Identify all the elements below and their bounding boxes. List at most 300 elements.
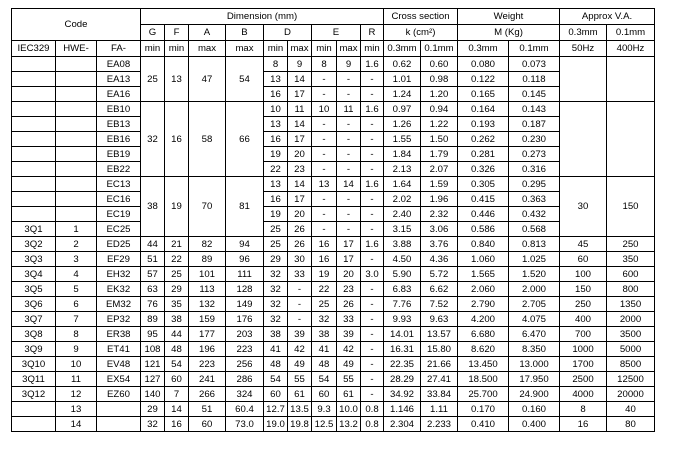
cell-emax: - [337, 87, 361, 102]
cell-b: 176 [226, 312, 264, 327]
cell-m01: 0.073 [509, 57, 560, 72]
cell-emin: 12.5 [312, 417, 337, 432]
col-e-min: min [312, 41, 337, 57]
col-va-50hz: 50Hz [560, 41, 607, 57]
cell-m01: 0.316 [509, 162, 560, 177]
cell-va-50hz [560, 57, 607, 102]
va-sub-03: 0.3mm [560, 25, 607, 41]
cell-iec: 3Q5 [12, 282, 56, 297]
cell-iec329: 3Q1 [12, 222, 56, 237]
cell-f: 44 [165, 327, 189, 342]
cell-k03: 22.35 [384, 357, 421, 372]
cell-emin: 22 [312, 282, 337, 297]
cell-dmin: 19 [264, 147, 288, 162]
cell-va03: 250 [560, 297, 607, 312]
cell-emin: 10 [312, 102, 337, 117]
table-row [12, 102, 655, 117]
cell-g: 38 [141, 177, 165, 237]
cell-m03: 0.262 [458, 132, 509, 147]
table-row [12, 192, 655, 207]
cell-iec: 3Q8 [12, 327, 56, 342]
cell-m03: 25.700 [458, 387, 509, 402]
cell-emin: - [312, 132, 337, 147]
table-row [12, 117, 655, 132]
cell-m01: 0.568 [509, 222, 560, 237]
cell-a: 51 [189, 402, 226, 417]
cell-m01: 6.470 [509, 327, 560, 342]
cell-emax: - [337, 117, 361, 132]
cell-m01: 0.363 [509, 192, 560, 207]
cell-dmin: 13 [264, 72, 288, 87]
cell-dmax: 33 [288, 267, 312, 282]
table-row [12, 282, 655, 297]
cell-fa: EF29 [97, 252, 141, 267]
cell-g: 127 [141, 372, 165, 387]
dim-letter-e: E [312, 25, 361, 41]
cell-k01: 9.63 [421, 312, 458, 327]
cell-dmin: 19.0 [264, 417, 288, 432]
cell-emax: 61 [337, 387, 361, 402]
cell-m03: 0.326 [458, 162, 509, 177]
cell-va01: 5000 [607, 342, 655, 357]
cell-va01: 40 [607, 402, 655, 417]
cell-va-400hz [607, 57, 655, 102]
cell-f: 29 [165, 282, 189, 297]
cell-k03: 3.15 [384, 222, 421, 237]
col-m-03: 0.3mm [458, 41, 509, 57]
cell-m03: 6.680 [458, 327, 509, 342]
cell-a: 60 [189, 417, 226, 432]
cell-fa: EV48 [97, 357, 141, 372]
cell-hwe [56, 162, 97, 177]
cell-dmin: 22 [264, 162, 288, 177]
cell-r: - [361, 357, 384, 372]
cell-emax: 9 [337, 57, 361, 72]
cell-fa [97, 402, 141, 417]
cell-m03: 0.305 [458, 177, 509, 192]
cell-r: - [361, 297, 384, 312]
cell-va01: 350 [607, 252, 655, 267]
cross-section-header: Cross section [384, 9, 458, 25]
cell-va01: 1350 [607, 297, 655, 312]
table-row [12, 72, 655, 87]
cell-hwe: 14 [56, 417, 97, 432]
cell-m03: 18.500 [458, 372, 509, 387]
cell-emax: 55 [337, 372, 361, 387]
cell-m01: 0.145 [509, 87, 560, 102]
cell-va03: 100 [560, 267, 607, 282]
table-body [12, 57, 655, 432]
cell-fa: EC16 [97, 192, 141, 207]
cell-dmin: 16 [264, 132, 288, 147]
cell-dmin: 8 [264, 57, 288, 72]
cell-k03: 28.29 [384, 372, 421, 387]
cell-fa: EA16 [97, 87, 141, 102]
cell-dmin: 16 [264, 192, 288, 207]
cell-g: 95 [141, 327, 165, 342]
cell-hwe: 8 [56, 327, 97, 342]
cell-va03: 8 [560, 402, 607, 417]
weight-header: Weight [458, 9, 560, 25]
cell-hwe [56, 102, 97, 117]
cell-va-400hz [607, 102, 655, 177]
cell-m01: 0.160 [509, 402, 560, 417]
cell-dmin: 32 [264, 267, 288, 282]
cell-va01: 8500 [607, 357, 655, 372]
cell-emax: 11 [337, 102, 361, 117]
cell-iec329 [12, 57, 56, 72]
cell-k03: 1.55 [384, 132, 421, 147]
cell-hwe: 7 [56, 312, 97, 327]
cell-a: 223 [189, 357, 226, 372]
cell-r: - [361, 132, 384, 147]
cell-iec329 [12, 72, 56, 87]
cell-r: - [361, 117, 384, 132]
cell-r: - [361, 282, 384, 297]
cell-dmin: 25 [264, 237, 288, 252]
cell-m03: 0.170 [458, 402, 509, 417]
cell-m01: 0.143 [509, 102, 560, 117]
cell-r: - [361, 72, 384, 87]
cell-m01: 0.187 [509, 117, 560, 132]
dim-letter-a: A [189, 25, 226, 41]
cell-va03: 1000 [560, 342, 607, 357]
cell-dmin: 32 [264, 297, 288, 312]
cell-dmax: 39 [288, 327, 312, 342]
cell-emin: 54 [312, 372, 337, 387]
col-g-min: min [141, 41, 165, 57]
va-header: Approx V.A. [560, 9, 655, 25]
cell-dmax: 17 [288, 132, 312, 147]
cell-f: 54 [165, 357, 189, 372]
cell-k01: 0.60 [421, 57, 458, 72]
header-row-3 [12, 41, 655, 57]
cell-b: 81 [226, 177, 264, 237]
cell-emax: 10.0 [337, 402, 361, 417]
cell-dmax: 23 [288, 162, 312, 177]
cell-k01: 1.79 [421, 147, 458, 162]
cell-g: 51 [141, 252, 165, 267]
table-row [12, 57, 655, 72]
cell-emax: - [337, 72, 361, 87]
cell-va01: 600 [607, 267, 655, 282]
cell-g: 108 [141, 342, 165, 357]
cell-hwe: 2 [56, 237, 97, 252]
cell-emin: 8 [312, 57, 337, 72]
cell-f: 22 [165, 252, 189, 267]
cell-k01: 33.84 [421, 387, 458, 402]
cell-iec: 3Q3 [12, 252, 56, 267]
dimension-header: Dimension (mm) [141, 9, 384, 25]
cell-dmax: 20 [288, 147, 312, 162]
cell-iec329 [12, 87, 56, 102]
cell-hwe [56, 147, 97, 162]
cell-va01: 80 [607, 417, 655, 432]
cell-g: 89 [141, 312, 165, 327]
cell-fa: EB16 [97, 132, 141, 147]
cell-dmax: 30 [288, 252, 312, 267]
cell-dmax: 26 [288, 237, 312, 252]
cell-iec: 3Q7 [12, 312, 56, 327]
cell-hwe [56, 177, 97, 192]
cell-f: 13 [165, 57, 189, 102]
cell-m01: 0.295 [509, 177, 560, 192]
cell-a: 177 [189, 327, 226, 342]
table-row [12, 87, 655, 102]
table-row [12, 222, 655, 237]
cell-emin: 60 [312, 387, 337, 402]
cell-iec [12, 417, 56, 432]
cell-m01: 2.000 [509, 282, 560, 297]
cell-va03: 45 [560, 237, 607, 252]
cell-emin: 16 [312, 237, 337, 252]
cell-m03: 13.450 [458, 357, 509, 372]
cell-a: 47 [189, 57, 226, 102]
cell-g: 32 [141, 102, 165, 177]
cell-b: 256 [226, 357, 264, 372]
cell-m03: 1.060 [458, 252, 509, 267]
cell-dmin: 19 [264, 207, 288, 222]
cell-dmin: 32 [264, 312, 288, 327]
cell-r: 3.0 [361, 267, 384, 282]
cell-a: 58 [189, 102, 226, 177]
cell-m03: 4.200 [458, 312, 509, 327]
cell-iec329 [12, 147, 56, 162]
cell-b: 94 [226, 237, 264, 252]
cell-iec: 3Q6 [12, 297, 56, 312]
cell-k01: 2.32 [421, 207, 458, 222]
cell-r: - [361, 192, 384, 207]
cell-hwe: 11 [56, 372, 97, 387]
cell-g: 25 [141, 57, 165, 102]
cell-hwe: 1 [56, 222, 97, 237]
cell-fa: EH32 [97, 267, 141, 282]
cell-g: 76 [141, 297, 165, 312]
table-row [12, 177, 655, 192]
cell-m03: 0.122 [458, 72, 509, 87]
cell-hwe [56, 57, 97, 72]
cell-dmin: 54 [264, 372, 288, 387]
cell-emax: 14 [337, 177, 361, 192]
cell-dmax: 13.5 [288, 402, 312, 417]
cell-f: 16 [165, 417, 189, 432]
table-row [12, 327, 655, 342]
cell-va01: 2000 [607, 312, 655, 327]
cell-dmin: 13 [264, 117, 288, 132]
cell-emax: - [337, 147, 361, 162]
cell-f: 35 [165, 297, 189, 312]
cell-r: - [361, 147, 384, 162]
cell-k01: 1.59 [421, 177, 458, 192]
cell-dmin: 32 [264, 282, 288, 297]
cell-va03: 400 [560, 312, 607, 327]
cell-r: - [361, 252, 384, 267]
cell-dmax: 17 [288, 192, 312, 207]
cell-r: - [361, 162, 384, 177]
cell-dmax: 17 [288, 87, 312, 102]
cell-dmax: - [288, 312, 312, 327]
cell-emin: 19 [312, 267, 337, 282]
cell-r: - [361, 387, 384, 402]
cell-emin: - [312, 72, 337, 87]
cell-emax: 39 [337, 327, 361, 342]
col-a-max: max [189, 41, 226, 57]
cell-b: 60.4 [226, 402, 264, 417]
cell-fa: EA08 [97, 57, 141, 72]
cell-m03: 2.790 [458, 297, 509, 312]
cell-va-50hz [560, 102, 607, 177]
cell-dmin: 16 [264, 87, 288, 102]
cell-a: 196 [189, 342, 226, 357]
cell-a: 132 [189, 297, 226, 312]
cell-emin: - [312, 117, 337, 132]
cell-va03: 60 [560, 252, 607, 267]
cell-g: 140 [141, 387, 165, 402]
cell-hwe: 5 [56, 282, 97, 297]
cell-r: 1.6 [361, 237, 384, 252]
table-row [12, 162, 655, 177]
cell-m01: 0.273 [509, 147, 560, 162]
cell-g: 121 [141, 357, 165, 372]
cell-m01: 1.025 [509, 252, 560, 267]
cell-fa: EC13 [97, 177, 141, 192]
cell-m01: 0.230 [509, 132, 560, 147]
cell-fa: EB13 [97, 117, 141, 132]
cell-a: 159 [189, 312, 226, 327]
cell-k03: 1.01 [384, 72, 421, 87]
cell-k03: 5.90 [384, 267, 421, 282]
dim-letter-r: R [361, 25, 384, 41]
code-header: Code [12, 9, 141, 41]
cell-k03: 1.146 [384, 402, 421, 417]
cell-fa: EP32 [97, 312, 141, 327]
cell-r: - [361, 342, 384, 357]
cell-m03: 0.193 [458, 117, 509, 132]
cell-f: 48 [165, 342, 189, 357]
cell-k03: 34.92 [384, 387, 421, 402]
cell-emax: 42 [337, 342, 361, 357]
col-r-min: min [361, 41, 384, 57]
cell-dmax: 55 [288, 372, 312, 387]
cell-emin: 25 [312, 297, 337, 312]
cell-r: - [361, 327, 384, 342]
cell-f: 16 [165, 102, 189, 177]
table-row [12, 387, 655, 402]
dim-letter-d: D [264, 25, 312, 41]
cell-r: 0.8 [361, 402, 384, 417]
cell-dmax: 49 [288, 357, 312, 372]
col-hwe: HWE- [56, 41, 97, 57]
cell-hwe: 10 [56, 357, 97, 372]
cell-dmax: 11 [288, 102, 312, 117]
cell-hwe: 13 [56, 402, 97, 417]
cell-iec: 3Q12 [12, 387, 56, 402]
col-f-min: min [165, 41, 189, 57]
dim-letter-b: B [226, 25, 264, 41]
cell-m03: 0.586 [458, 222, 509, 237]
cell-r: 1.6 [361, 177, 384, 192]
cell-k01: 13.57 [421, 327, 458, 342]
cell-k01: 2.233 [421, 417, 458, 432]
cell-m03: 0.840 [458, 237, 509, 252]
table-row [12, 372, 655, 387]
cell-k03: 2.13 [384, 162, 421, 177]
cell-m03: 0.164 [458, 102, 509, 117]
dim-letter-g: G [141, 25, 165, 41]
cell-va03: 16 [560, 417, 607, 432]
cell-r: 0.8 [361, 417, 384, 432]
table-row [12, 402, 655, 417]
cell-m01: 13.000 [509, 357, 560, 372]
cell-m01: 0.813 [509, 237, 560, 252]
cell-m03: 8.620 [458, 342, 509, 357]
cell-k01: 27.41 [421, 372, 458, 387]
cell-hwe: 12 [56, 387, 97, 402]
table-row [12, 207, 655, 222]
cell-emin: 9.3 [312, 402, 337, 417]
cell-k03: 6.83 [384, 282, 421, 297]
cell-va01: 12500 [607, 372, 655, 387]
col-d-min: min [264, 41, 288, 57]
cell-va03: 1700 [560, 357, 607, 372]
cell-hwe: 4 [56, 267, 97, 282]
cell-dmin: 60 [264, 387, 288, 402]
cell-hwe: 6 [56, 297, 97, 312]
cell-k03: 3.88 [384, 237, 421, 252]
cell-a: 89 [189, 252, 226, 267]
cell-k01: 1.96 [421, 192, 458, 207]
cell-k03: 7.76 [384, 297, 421, 312]
col-fa: FA- [97, 41, 141, 57]
cell-b: 286 [226, 372, 264, 387]
col-e-max: max [337, 41, 361, 57]
cell-dmin: 38 [264, 327, 288, 342]
cell-dmax: 19.8 [288, 417, 312, 432]
col-m-01: 0.1mm [509, 41, 560, 57]
cell-iec329 [12, 102, 56, 117]
cell-m03: 0.415 [458, 192, 509, 207]
cell-m01: 2.705 [509, 297, 560, 312]
cell-hwe [56, 117, 97, 132]
cell-a: 101 [189, 267, 226, 282]
cell-dmin: 41 [264, 342, 288, 357]
cell-emax: 17 [337, 252, 361, 267]
cell-k03: 2.02 [384, 192, 421, 207]
cell-dmax: 14 [288, 117, 312, 132]
cell-emax: 17 [337, 237, 361, 252]
table-row [12, 417, 655, 432]
header-row-1 [12, 9, 655, 25]
spec-table-wrapper [11, 8, 655, 432]
cell-r: - [361, 87, 384, 102]
cell-m01: 8.350 [509, 342, 560, 357]
cell-k03: 4.50 [384, 252, 421, 267]
cell-fa [97, 417, 141, 432]
cell-f: 38 [165, 312, 189, 327]
cell-k01: 4.36 [421, 252, 458, 267]
cell-iec: 3Q11 [12, 372, 56, 387]
cell-g: 44 [141, 237, 165, 252]
cell-dmax: 14 [288, 72, 312, 87]
cell-dmax: - [288, 282, 312, 297]
cell-dmax: - [288, 297, 312, 312]
cell-emax: - [337, 207, 361, 222]
cell-a: 70 [189, 177, 226, 237]
cell-b: 223 [226, 342, 264, 357]
cell-m01: 0.432 [509, 207, 560, 222]
cell-k01: 15.80 [421, 342, 458, 357]
cell-emax: 23 [337, 282, 361, 297]
